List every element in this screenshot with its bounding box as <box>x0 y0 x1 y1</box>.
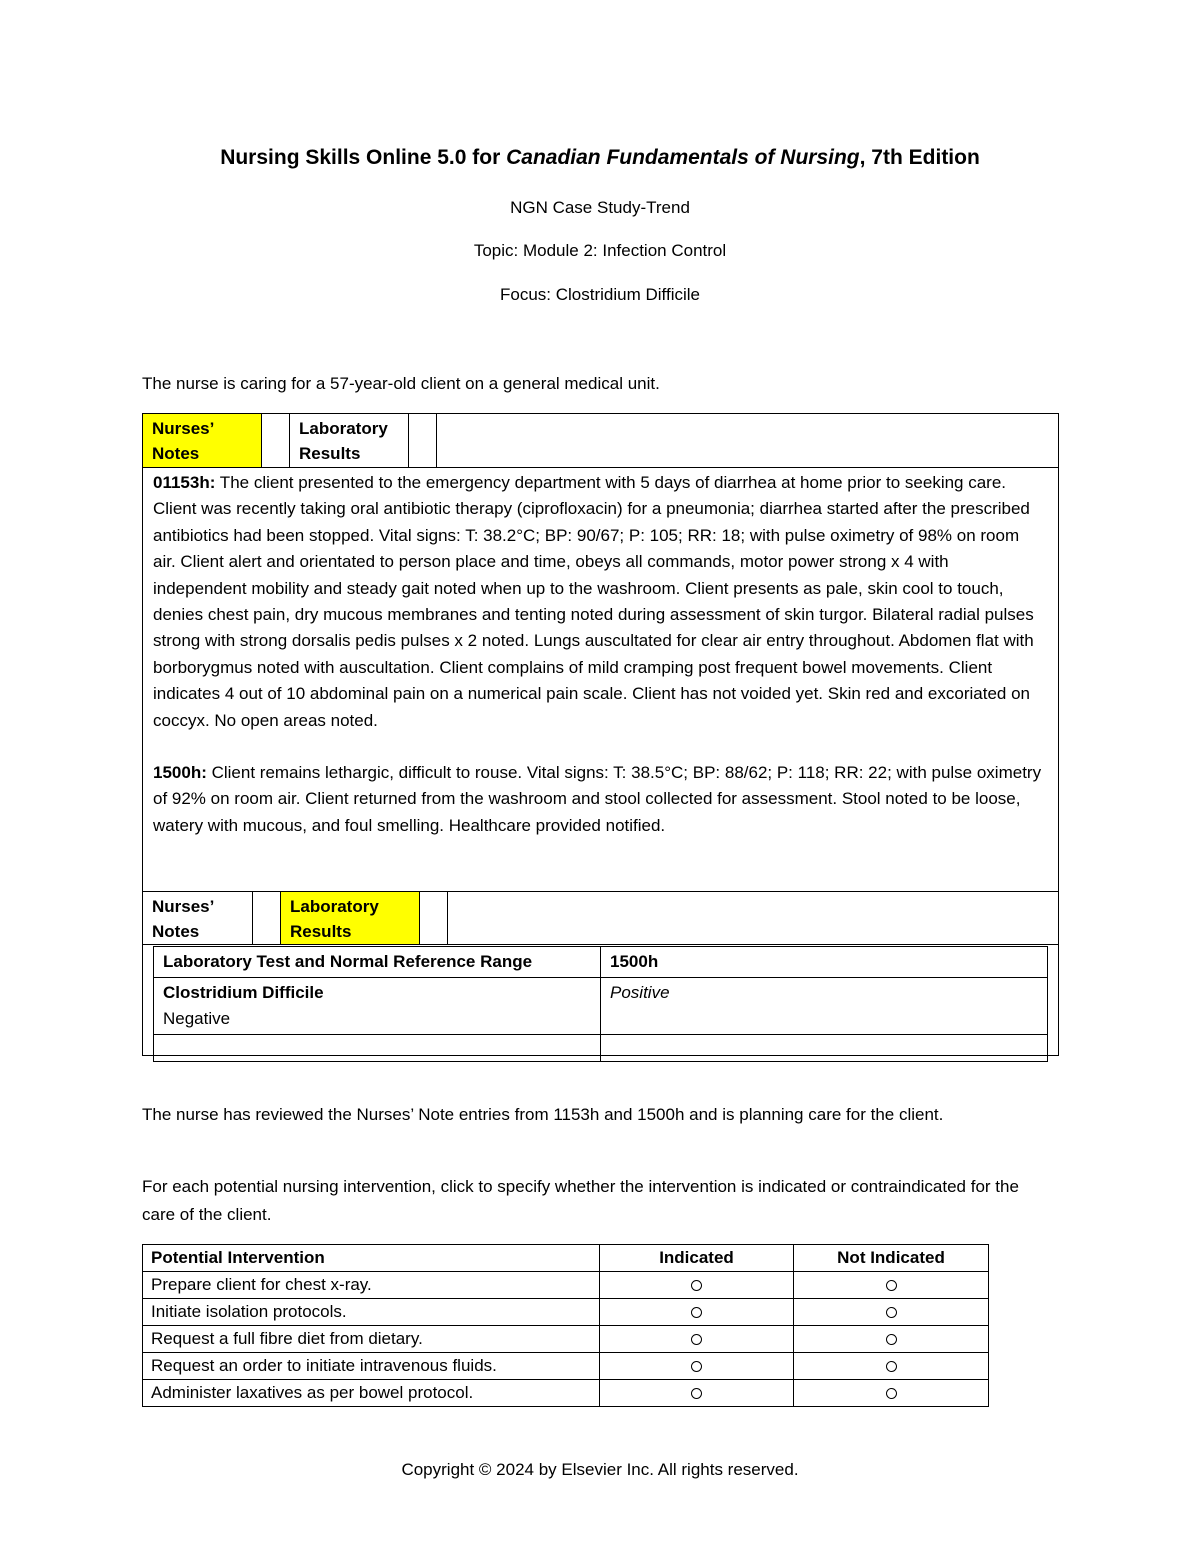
intro-text: The nurse is caring for a 57-year-old client on a general medical unit. <box>142 374 660 393</box>
not-indicated-radio[interactable] <box>886 1388 897 1399</box>
lab-empty-row <box>154 1035 1048 1062</box>
header-indicated: Indicated <box>600 1245 794 1272</box>
tab-spacer <box>420 892 448 944</box>
tab-laboratory-results[interactable]: Laboratory Results <box>290 414 409 467</box>
title-book-name: Canadian Fundamentals of Nursing <box>506 146 860 169</box>
focus: Focus: Clostridium Difficile <box>500 285 700 304</box>
instruction-task: For each potential nursing intervention, click to specify whether the intervention is indicated or contraindicated for the care of the client. <box>142 1177 1019 1224</box>
intervention-row <box>143 1380 989 1407</box>
tab-laboratory-results[interactable]: Laboratory Results <box>281 892 420 944</box>
note-time: 01153h: <box>153 473 216 492</box>
intervention-row <box>143 1299 989 1326</box>
note-text: The client presented to the emergency department with 5 days of diarrhea at home prior to seeking care. Client was recently taking oral antibiotic therapy (ciprofloxacin) for a pneumonia; diarrhea started after the prescribed antibiotics had been stopped. Vital signs: T: 38.2°C; BP: 90/67; P: 105; RR: 18; with pulse oximetry of 98% on room air. Client alert and orientated to person place and time, obeys all commands, motor power strong x 4 with independent mobility and steady gait noted when up to the washroom. Client presents as pale, skin cool to touch, denies chest pain, dry mucous membranes and tenting noted during assessment of skin turgor. Bilateral radial pulses strong with strong dorsalis pedis pulses x 2 noted. Lungs auscultated for clear air entry throughout. Abdomen flat with borborygmus noted with auscultation. Client complains of mild cramping post frequent bowel movements. Client indicates 4 out of 10 abdominal pain on a numerical pain scale. Client has not voided yet. Skin red and excoriated on coccyx. No open areas noted. <box>153 473 1034 730</box>
case-study-panel <box>142 413 1059 1056</box>
copyright-footer: Copyright © 2024 by Elsevier Inc. All rights reserved. <box>401 1460 799 1479</box>
tab-row-lab <box>143 891 1058 945</box>
indicated-radio[interactable] <box>691 1280 702 1291</box>
lab-reference-range: Negative <box>163 1009 231 1028</box>
lab-col-test: Laboratory Test and Normal Reference Range <box>154 947 601 978</box>
intervention-label: Request an order to initiate intravenous fluids. <box>143 1353 600 1380</box>
header-intervention: Potential Intervention <box>143 1245 600 1272</box>
topic: Topic: Module 2: Infection Control <box>473 241 727 260</box>
note-text: Client remains lethargic, difficult to rouse. Vital signs: T: 38.5°C; BP: 88/62; P: 118; RR: 22; with pulse oximetry of 92% on room air. Client returned from the washroom and stool collected for assessment. Stool noted to be loose, watery with mucous, and foul smelling. Healthcare provided notified. <box>153 763 1042 835</box>
intervention-label: Initiate isolation protocols. <box>143 1299 600 1326</box>
intervention-label: Request a full fibre diet from dietary. <box>143 1326 600 1353</box>
nurses-notes-content <box>153 470 1044 839</box>
not-indicated-radio[interactable] <box>886 1361 897 1372</box>
document-title <box>0 146 1200 170</box>
lab-test-name: Clostridium Difficile <box>163 983 324 1002</box>
note-entry <box>153 760 1044 839</box>
indicated-radio[interactable] <box>691 1307 702 1318</box>
intervention-row <box>143 1272 989 1299</box>
lab-test-cell <box>154 978 601 1035</box>
intervention-header-row <box>143 1245 989 1272</box>
lab-header-row <box>154 947 1048 978</box>
title-part1: Nursing Skills Online 5.0 for <box>220 146 507 169</box>
lab-results-table <box>153 946 1048 1062</box>
title-part2: , 7th Edition <box>859 146 980 169</box>
header-not-indicated: Not Indicated <box>794 1245 989 1272</box>
tab-spacer <box>409 414 437 467</box>
lab-result: Positive <box>601 978 1048 1035</box>
not-indicated-radio[interactable] <box>886 1307 897 1318</box>
tab-spacer <box>253 892 281 944</box>
tab-row-notes <box>143 414 1058 468</box>
indicated-radio[interactable] <box>691 1334 702 1345</box>
indicated-radio[interactable] <box>691 1361 702 1372</box>
tab-spacer <box>262 414 290 467</box>
note-entry <box>153 470 1044 734</box>
tab-nurses-notes[interactable]: Nurses’ Notes <box>143 892 253 944</box>
lab-col-time: 1500h <box>601 947 1048 978</box>
intervention-label: Administer laxatives as per bowel protocol. <box>143 1380 600 1407</box>
note-time: 1500h: <box>153 763 207 783</box>
lab-row <box>154 978 1048 1035</box>
intervention-table <box>142 1244 989 1407</box>
intervention-row <box>143 1326 989 1353</box>
indicated-radio[interactable] <box>691 1388 702 1399</box>
not-indicated-radio[interactable] <box>886 1334 897 1345</box>
intervention-label: Prepare client for chest x-ray. <box>143 1272 600 1299</box>
not-indicated-radio[interactable] <box>886 1280 897 1291</box>
intervention-row <box>143 1353 989 1380</box>
instruction-review: The nurse has reviewed the Nurses’ Note entries from 1153h and 1500h and is planning care for the client. <box>142 1105 944 1124</box>
tab-nurses-notes[interactable]: Nurses’ Notes <box>143 414 262 467</box>
case-type: NGN Case Study-Trend <box>510 198 690 217</box>
